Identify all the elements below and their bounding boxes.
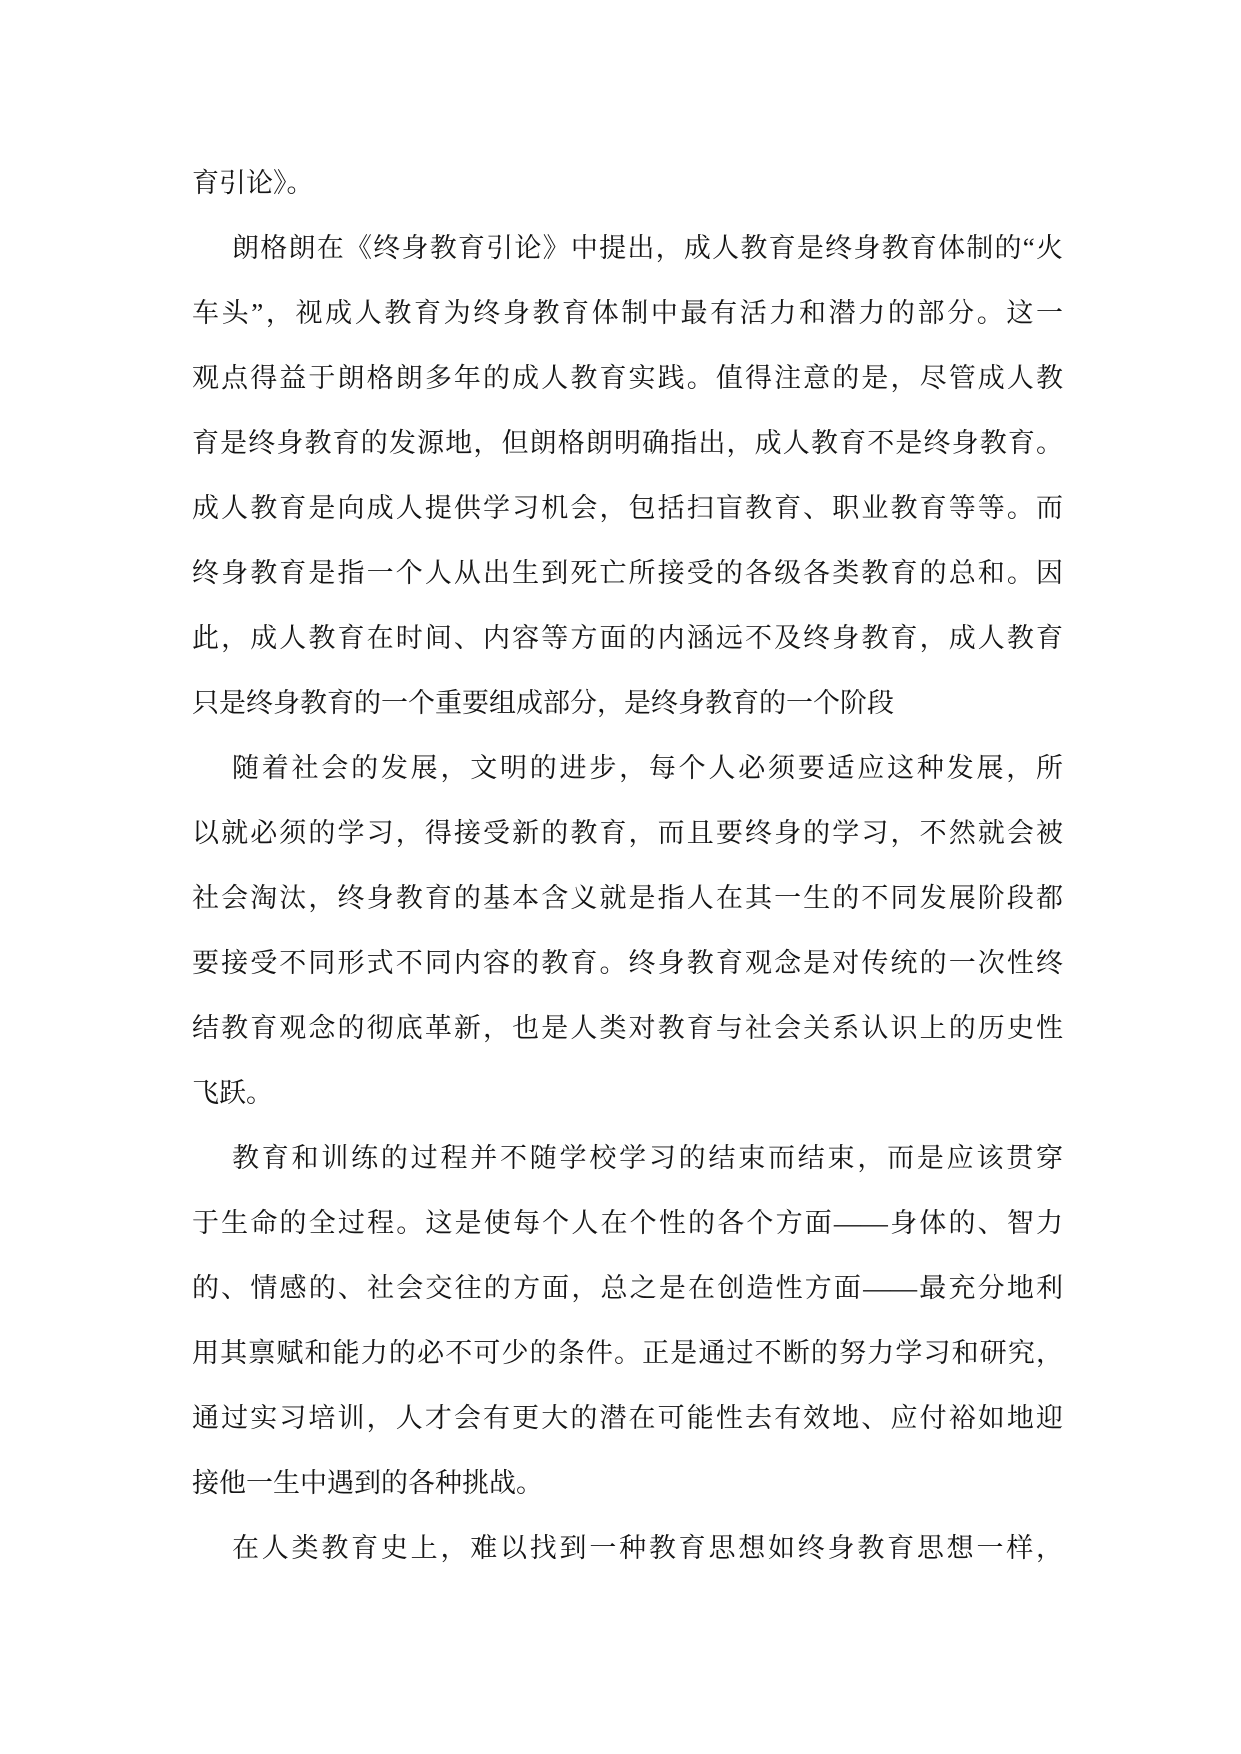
text-line: 育是终身教育的发源地，但朗格朗明确指出，成人教育不是终身教育。 [192,428,1063,458]
text-line: 结教育观念的彻底革新，也是人类对教育与社会关系认识上的历史性 [192,1013,1063,1043]
text-line: 育引论》。 [192,168,314,198]
text-line: 只是终身教育的一个重要组成部分，是终身教育的一个阶段 [192,688,894,718]
text-line: 要接受不同形式不同内容的教育。终身教育观念是对传统的一次性终 [192,948,1063,978]
text-line: 飞跃。 [192,1078,273,1108]
text-line: 车头”，视成人教育为终身教育体制中最有活力和潜力的部分。这一 [192,298,1063,328]
text-line: 以就必须的学习，得接受新的教育，而且要终身的学习，不然就会被 [192,818,1063,848]
text-line: 观点得益于朗格朗多年的成人教育实践。值得注意的是，尽管成人教 [192,363,1063,393]
text-line: 朗格朗在《终身教育引论》中提出，成人教育是终身教育体制的“火 [232,233,1063,263]
text-line: 此，成人教育在时间、内容等方面的内涵远不及终身教育，成人教育 [192,623,1063,653]
text-line: 成人教育是向成人提供学习机会，包括扫盲教育、职业教育等等。而 [192,493,1063,523]
text-line: 的、情感的、社会交往的方面，总之是在创造性方面——最充分地利 [192,1273,1063,1303]
text-line: 社会淘汰，终身教育的基本含义就是指人在其一生的不同发展阶段都 [192,883,1063,913]
text-line: 在人类教育史上，难以找到一种教育思想如终身教育思想一样， [232,1533,1063,1563]
text-line: 教育和训练的过程并不随学校学习的结束而结束，而是应该贯穿 [232,1143,1063,1173]
text-line: 接他一生中遇到的各种挑战。 [192,1468,543,1498]
text-line: 于生命的全过程。这是使每个人在个性的各个方面——身体的、智力 [192,1208,1063,1238]
text-line: 终身教育是指一个人从出生到死亡所接受的各级各类教育的总和。因 [192,558,1063,588]
text-line: 用其禀赋和能力的必不可少的条件。正是通过不断的努力学习和研究， [192,1338,1063,1368]
text-line: 通过实习培训，人才会有更大的潜在可能性去有效地、应付裕如地迎 [192,1403,1063,1433]
text-line: 随着社会的发展，文明的进步，每个人必须要适应这种发展，所 [232,753,1063,783]
text-block [192,151,1063,1581]
